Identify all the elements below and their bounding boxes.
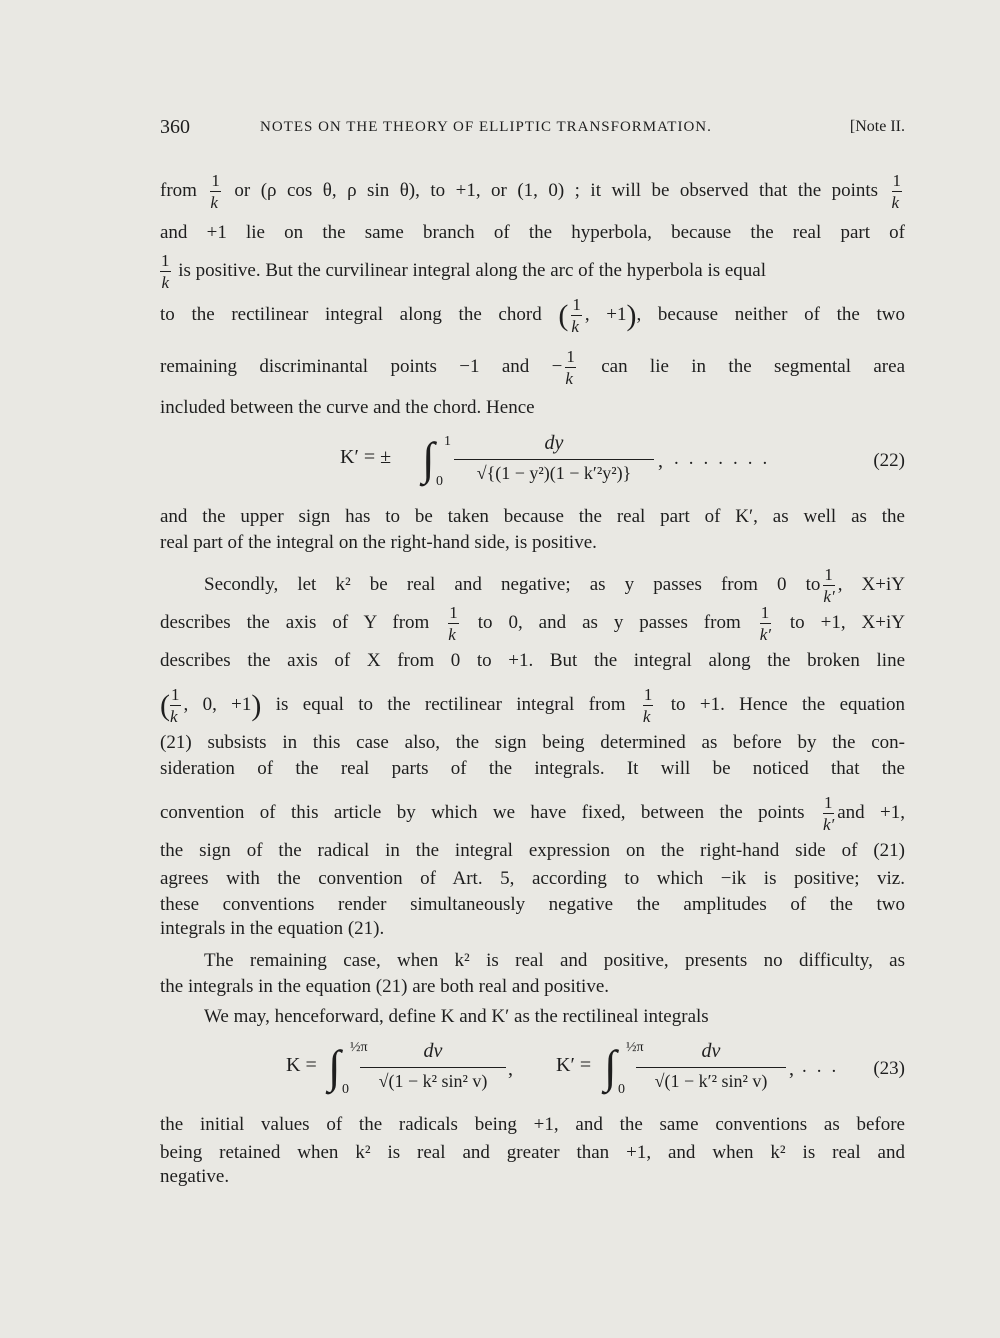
lower-limit: 0 xyxy=(618,1082,625,1097)
text-line: to the rectilinear integral along the chord ( $\frac{1}{k}$ , +1), because neither of the two xyxy=(160,295,906,336)
fraction-1-over-kprime: $\frac{1}{k'}$ xyxy=(823,565,835,606)
text-line: We may, henceforward, define K and K′ as the rectilineal integrals xyxy=(204,1006,709,1027)
text-line: the initial values of the radicals being +1, and the same conventions as before xyxy=(160,1114,905,1135)
text-line xyxy=(160,348,905,387)
upper-limit: 1 xyxy=(444,434,451,449)
text-line xyxy=(160,172,905,211)
lower-limit: 0 xyxy=(436,474,443,489)
denominator: √(1 − k² sin² v) xyxy=(378,1071,488,1091)
text-span: remaining discriminantal points −1 and − xyxy=(160,355,563,377)
fraction-1-over-kprime: $\frac{1}{k'}$ xyxy=(759,603,771,644)
text-span: to the rectilinear integral along the chord xyxy=(160,303,542,325)
leader-dots: ....... xyxy=(674,448,778,469)
text-line: agrees with the convention of Art. 5, according to which −ik is positive; viz. xyxy=(160,868,905,889)
text-span: or (ρ cos θ, ρ sin θ), to +1, or (1, 0) ; it will be observed that the points xyxy=(234,179,879,201)
text-line: negative. xyxy=(160,1166,230,1187)
text-line: (21) subsists in this case also, the sign being determined as before by the con- xyxy=(160,732,905,753)
integral-sign: ∫ xyxy=(604,1041,617,1092)
text-span: is positive. But the curvilinear integral along the arc of the hyperbola is equal xyxy=(178,259,767,281)
equation-lhs: K′ = xyxy=(556,1054,592,1076)
upper-limit: ½π xyxy=(626,1040,644,1055)
fraction-1-over-k: $\frac{1}{k}$ xyxy=(571,295,581,336)
numerator: dv xyxy=(701,1040,721,1062)
equation-number: (23) xyxy=(873,1058,905,1079)
page-number: 360 xyxy=(160,116,190,138)
text-line: and +1 lie on the same branch of the hyperbola, because the real part of xyxy=(160,222,905,243)
denominator: √{(1 − y²)(1 − k′²y²)} xyxy=(476,463,632,483)
equation-lhs: K = xyxy=(286,1054,317,1076)
text-span: to 0, and as y passes from xyxy=(477,611,741,633)
denominator: √(1 − k′² sin² v) xyxy=(654,1071,768,1091)
integral-sign: ∫ xyxy=(422,433,435,484)
text-span: to +1. Hence the equation xyxy=(670,693,906,715)
text-span: , because neither of the two xyxy=(636,303,906,325)
text-span: describes the axis of Y from xyxy=(160,611,430,633)
text-line: these conventions render simultaneously negative the amplitudes of the two xyxy=(160,894,905,915)
leader-dots: ... xyxy=(802,1056,847,1077)
integral-sign: ∫ xyxy=(328,1041,341,1092)
fraction-1-over-k: $\frac{1}{k}$ xyxy=(210,171,220,212)
equation-22: K′ = ± ∫ 1 0 dy √{(1 − y²)(1 − k′²y²)} , ....... (22) xyxy=(340,432,905,489)
text-line xyxy=(160,566,905,605)
text-line: describes the axis of X from 0 to +1. But the integral along the broken line xyxy=(160,650,905,671)
fraction-bar xyxy=(454,459,654,460)
text-line xyxy=(160,252,905,291)
equation-lhs: K′ = ± xyxy=(340,446,392,468)
text-span: to +1, X+iY xyxy=(789,611,905,633)
text-line: the integrals in the equation (21) are both real and positive. xyxy=(160,976,609,997)
text-line: and the upper sign has to be taken because the real part of K′, as well as the xyxy=(160,506,905,527)
text-span: , X+iY xyxy=(837,573,905,595)
text-span: convention of this article by which we have fixed, between the points xyxy=(160,801,805,823)
fraction-1-over-k: $\frac{1}{k}$ xyxy=(565,347,575,388)
fraction-1-over-kprime: $\frac{1}{k'}$ xyxy=(822,793,835,834)
text-span: from xyxy=(160,179,197,201)
equation-number: (22) xyxy=(873,450,905,471)
fraction-1-over-k: $\frac{1}{k}$ xyxy=(170,685,180,726)
fraction-1-over-k: $\frac{1}{k}$ xyxy=(448,603,458,644)
text-span: , 0, +1 xyxy=(183,693,252,715)
text-span: can lie in the segmental area xyxy=(601,355,905,377)
text-line: the sign of the radical in the integral expression on the right-hand side of (21) xyxy=(160,840,905,861)
note-label: [Note II. xyxy=(849,118,905,135)
page-header xyxy=(160,116,905,144)
fraction-1-over-k: $\frac{1}{k}$ xyxy=(161,251,170,292)
numerator: dy xyxy=(544,432,564,454)
text-line xyxy=(160,604,905,643)
text-line: being retained when k² is real and greater than +1, and when k² is real and xyxy=(160,1142,905,1163)
equation-23: K = ∫ ½π 0 dv √(1 − k² sin² v) , K′ = ∫ ½π 0 dv √(1 − k′² sin² v) , ... (23) xyxy=(286,1040,905,1097)
text-line: The remaining case, when k² is real and positive, presents no difficulty, as xyxy=(204,950,905,971)
fraction-1-over-k: $\frac{1}{k}$ xyxy=(891,171,902,212)
running-title: NOTES ON THE THEORY OF ELLIPTIC TRANSFORMATION. xyxy=(260,119,712,135)
text-line: included between the curve and the chord. Hence xyxy=(160,397,535,418)
lower-limit: 0 xyxy=(342,1082,349,1097)
text-span: Secondly, let k² be real and negative; as y passes from 0 to xyxy=(204,573,821,595)
text-line: sideration of the real parts of the integrals. It will be noticed that the xyxy=(160,758,905,779)
fraction-bar xyxy=(636,1067,786,1068)
text-span: is equal to the rectilinear integral from xyxy=(275,693,626,715)
text-line: real part of the integral on the right-hand side, is positive. xyxy=(160,532,597,553)
fraction-bar xyxy=(360,1067,506,1068)
fraction-1-over-k: $\frac{1}{k}$ xyxy=(642,685,653,726)
text-line: ( $\frac{1}{k}$ , 0, +1) is equal to the rectilinear integral from $\frac{1}{k}$ to +1. Hence the equation xyxy=(160,685,906,726)
numerator: dv xyxy=(423,1040,443,1062)
text-line: integrals in the equation (21). xyxy=(160,918,385,939)
text-span: and +1, xyxy=(837,801,905,823)
text-line xyxy=(160,794,905,833)
upper-limit: ½π xyxy=(350,1040,368,1055)
